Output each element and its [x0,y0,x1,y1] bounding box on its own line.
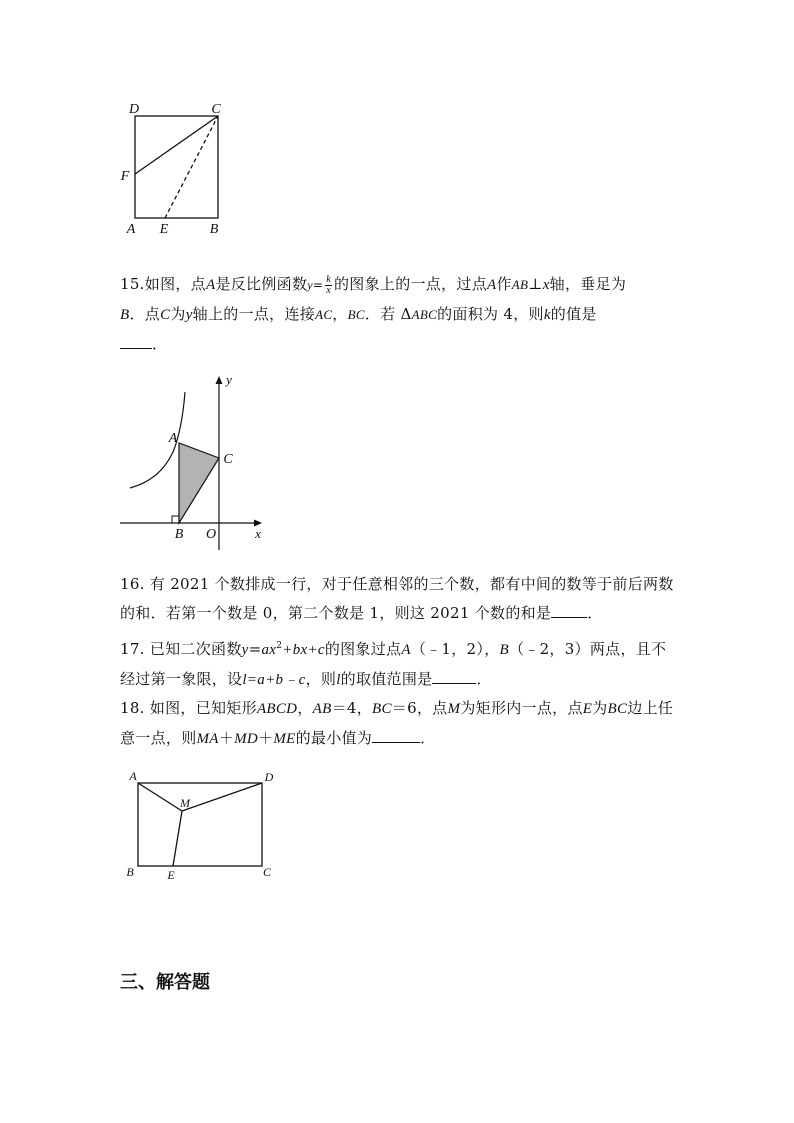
y-axis-arrow [216,376,223,384]
label-a: A [168,431,178,446]
answer-blank-15[interactable] [120,334,152,349]
segment-ec-dashed [165,116,218,218]
figure-square-dfce [110,95,240,245]
label-d: D [264,770,274,784]
label-m: M [180,796,190,810]
segment-md [182,783,262,811]
square-outline [135,116,218,218]
label-b: B [174,527,184,542]
segment-ma [138,783,182,811]
label-b: B [126,865,134,879]
label-d: D [128,102,140,117]
label-c: C [211,102,221,117]
answer-blank-16[interactable] [551,603,587,618]
label-c: C [262,865,272,879]
answer-blank-17[interactable] [432,669,476,684]
label-x: x [255,526,261,541]
label-e: E [167,868,175,882]
question-15: 15.如图，点A是反比例函数y= $\frac{k}{x}$ 的图象上的一点，过点A作AB⊥x轴，垂足为 B．点C为y轴上的一点，连接AC，BC．若 ΔABC的面积为 4，则k的值是 ． [120,273,627,353]
triangle-abc-shaded [179,443,219,523]
figure-hyperbola-triangle [115,370,275,545]
fraction-k-over-x: $\frac{k}{x}$ [326,273,331,296]
label-y: y [226,372,232,387]
label-c: C [223,452,233,467]
label-a: A [126,222,136,237]
label-e: E [159,222,169,237]
label-a: A [129,769,137,783]
section-heading: 三、解答题 [120,972,210,993]
label-f: F [120,169,130,184]
right-angle-mark [172,516,179,523]
label-o: O [205,527,217,542]
question-18: 18. 如图，已知矩形ABCD，AB＝4，BC＝6，点M为矩形内一点，点E为BC边上任意一点，则MA＋MD＋ME的最小值为 ． [120,699,674,747]
figure-rectangle-abcd [115,765,285,885]
question-16: 16. 有 2021 个数排成一行，对于任意相邻的三个数，都有中间的数等于前后两数的和．若第一个数是 0，第二个数是 1，则这 2021 个数的和是 ． [120,575,674,622]
answer-blank-18[interactable] [372,728,420,743]
segment-fc [135,116,218,174]
segment-me [173,811,182,866]
question-17: 17. 已知二次函数$y=ax^2+bx+c$的图象过点A（﹣1，2），B（﹣2，3）两点，且不经过第一象限，设l=a+b﹣c，则l的取值范围是 ． [120,640,667,688]
label-b: B [209,222,219,237]
